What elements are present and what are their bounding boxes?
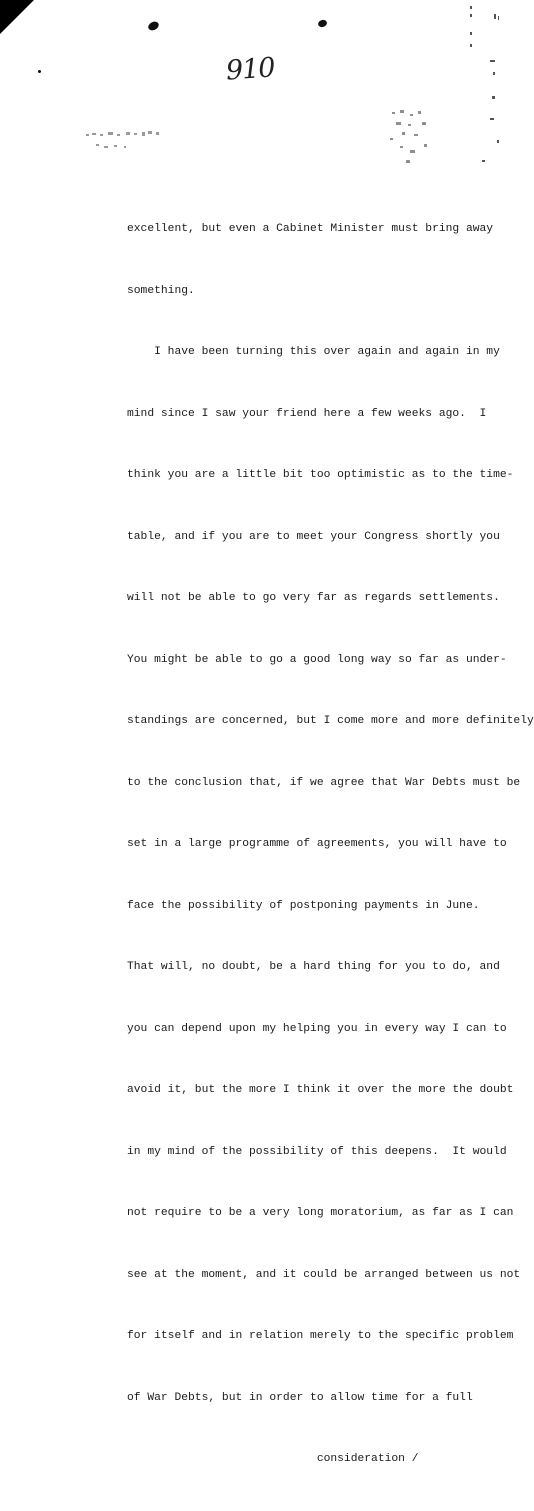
text-line: mind since I saw your friend here a few weeks ago. I bbox=[127, 407, 487, 420]
text-line: You might be able to go a good long way so far as under- bbox=[127, 653, 507, 666]
text-line: you can depend upon my helping you in every way I can to bbox=[127, 1022, 507, 1035]
faded-stamp-mark bbox=[86, 130, 166, 160]
text-line: something. bbox=[127, 284, 195, 297]
text-line: That will, no doubt, be a hard thing for you to do, and bbox=[127, 961, 500, 973]
faded-seal-mark bbox=[388, 108, 438, 166]
text-line: avoid it, but the more I think it over the more the doubt bbox=[127, 1084, 514, 1096]
text-line: set in a large programme of agreements, you will have to bbox=[127, 838, 507, 850]
text-line: I have been turning this over again and again in my bbox=[127, 346, 500, 358]
text-line: not require to be a very long moratorium, as far as I can bbox=[127, 1207, 514, 1219]
folded-corner bbox=[0, 0, 34, 34]
text-line: for itself and in relation merely to the specific problem bbox=[127, 1330, 514, 1342]
text-line: to the conclusion that, if we agree that War Debts must be bbox=[127, 776, 521, 789]
text-line: excellent, but even a Cabinet Minister must bring away bbox=[127, 223, 494, 235]
text-line: of War Debts, but in order to allow time for a full bbox=[127, 1391, 473, 1404]
text-line: will not be able to go very far as regards settlements. bbox=[127, 592, 500, 604]
ink-blot bbox=[147, 20, 160, 32]
handwritten-page-number: 910 bbox=[224, 52, 276, 87]
text-line: think you are a little bit too optimistic as to the time- bbox=[127, 469, 514, 481]
text-line: in my mind of the possibility of this deepens. It would bbox=[127, 1145, 507, 1158]
text-line: standings are concerned, but I come more and more definitely bbox=[127, 715, 534, 727]
text-line: see at the moment, and it could be arranged between us not bbox=[127, 1268, 521, 1281]
text-line: consideration / bbox=[127, 1453, 419, 1465]
text-line: face the possibility of postponing payments in June. bbox=[127, 899, 480, 912]
text-line: table, and if you are to meet your Congress shortly you bbox=[127, 530, 500, 543]
letter-body-text bbox=[127, 178, 534, 1511]
ink-speck bbox=[38, 70, 41, 73]
ink-blot bbox=[317, 19, 328, 29]
